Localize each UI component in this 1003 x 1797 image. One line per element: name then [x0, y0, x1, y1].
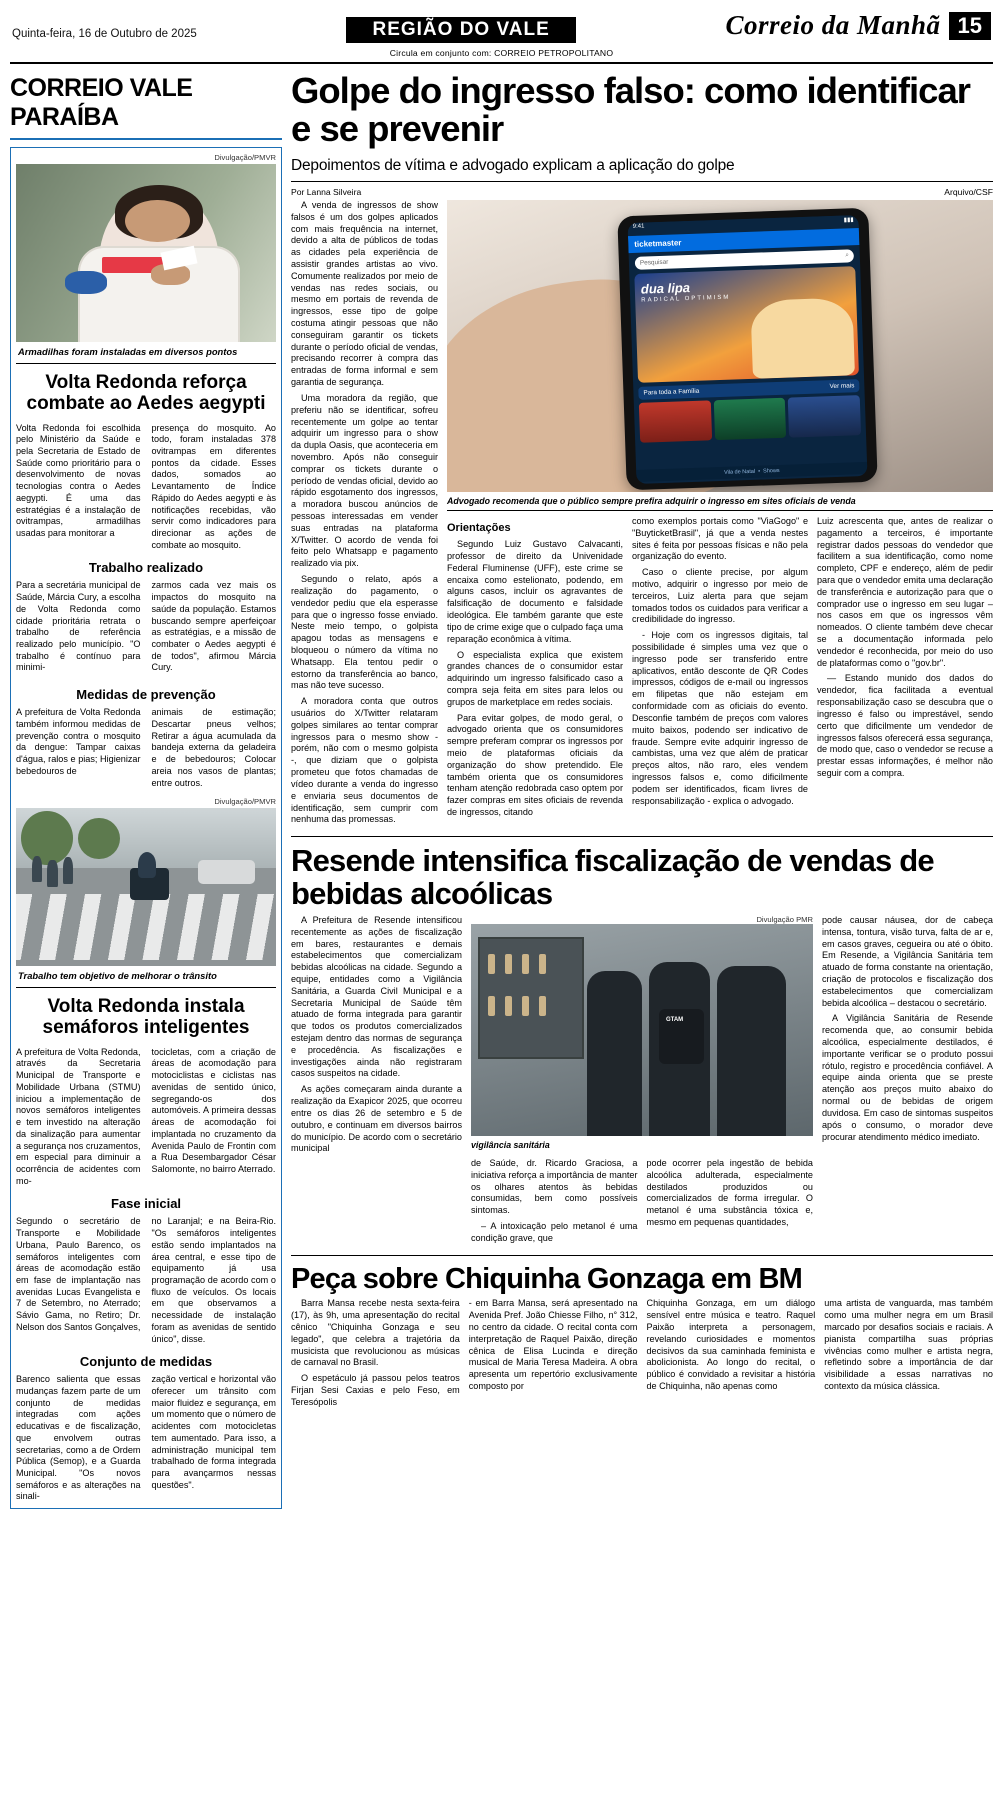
story-semaforos-title: Volta Redonda instala semáforos inteligentes [42, 996, 250, 1039]
photo1-caption: Armadilhas foram instaladas em diversos pontos [16, 342, 276, 364]
paragraph: O espetáculo já passou pelos teatros Firjan Sesi Caxias e pelo Feso, em Teresópolis [291, 1373, 460, 1407]
left-column [10, 70, 282, 1509]
subhead-conjunto-medidas: Conjunto de medidas [79, 1354, 213, 1370]
paragraph: como exemplos portais como "ViaGogo" e "BuyticketBrasil", já que a venda nestes sites é feita por pessoas físicas e não pela organização do evento. [632, 515, 808, 562]
chiquinha-col-1 [291, 1298, 460, 1412]
paragraph: A prefeitura de Volta Redonda, através da Secretaria Municipal de Transporte e Mobilidade Urbana (STMU) iniciou a implementação de novos semáforos inteligentes e tem investido na alteração da sinalização para aumentar a segurança nos cruzamentos, em especial para diminuir a ocorrência de acidentes com mo- [16, 1046, 141, 1186]
paragraph: de Saúde, dr. Ricardo Graciosa, a iniciativa reforça a importância de manter os olhares atentos às bebidas consumidas, bem como possíveis sintomas. [471, 1157, 638, 1216]
photo-sanitary-inspection: GTAM [471, 924, 813, 1136]
vale-box [10, 147, 282, 1509]
paragraph: Segundo o secretário de Transporte e Mobilidade Urbana, Paulo Barenco, os semáforos inteligentes com áreas de acomodação estão em fase de implantação nas avenidas Lucas Evangelista e 7 de Setembro, no Aterrado; Sávio Gama, no Retiro; Dr. Nelson dos Santos Gonçalves, [16, 1216, 141, 1332]
main-photo-credit: Arquivo/CSF [944, 186, 993, 197]
resende-col-1 [291, 915, 462, 1249]
resende-grid [291, 915, 993, 1249]
paragraph: Uma moradora da região, que preferiu não se identificar, sofreu recentemente um golpe ao tentar adquirir um ingresso para o show da dupla Oasis, que aconteceria em novembro. Após não conseguir comprar os tickets durante o período de vendas oficial, devido ao rápido esgotamento dos ingressos, a moradora buscou anúncios de pessoas interessadas em vender suas entradas na plataforma X/Twitter. O acordo de venda foi feito pelo Whatsapp e pagamento realizado via pix. [291, 392, 438, 569]
main-photo-caption: Advogado recomenda que o público sempre prefira adquirir o ingresso em sites oficiais de venda [447, 492, 993, 511]
story-aedes-body [16, 423, 276, 552]
chiquinha-col-3 [647, 1298, 816, 1412]
masthead-right [725, 10, 991, 43]
chiquinha-col-2 [469, 1298, 638, 1412]
resende-headline: Resende intensifica fiscalização de vendas de bebidas alcoólicas [291, 843, 934, 912]
paragraph: O especialista explica que existem grandes chances de o consumidor estar adquirindo um ingresso falsificado caso a compra seja feita em sites para lelos ou grupos de marketplace em redes sociais. [447, 649, 623, 707]
byline: Por Lanna Silveira [291, 186, 362, 197]
right-column [291, 70, 993, 1509]
paragraph: - em Barra Mansa, será apresentado na Avenida Pref. João Chiesse Filho, n° 312, no centro da cidade. O recital conta com interpretação de Raquel Paixão, direção cênica de Elisa Lucinda e direção musical de Maria Teresa Madeira. A obra apresenta um repertório exclusivamente composto por [468, 1298, 638, 1391]
main-col-2 [447, 516, 623, 823]
byline-row [291, 187, 993, 197]
photo-street-traffic [16, 808, 276, 966]
photo2-credit: Divulgação/PMVR [214, 797, 276, 807]
page-body [0, 64, 1003, 1519]
main-col-3 [632, 516, 808, 823]
subhead-fase-inicial: Fase inicial [110, 1196, 182, 1212]
photo2-caption: Trabalho tem objetivo de melhorar o trânsito [16, 966, 276, 988]
subhead-medidas-prevencao: Medidas de prevenção [76, 687, 216, 703]
paragraph: Segundo o relato, após a realização do pagamento, o vendedor pediu que ela esperasse para que o ingresso fosse enviado. Neste meio tempo, o golpista apagou todas as mensagens e bloqueou o número da vítima no Whatsapp. Ela tentou pedir o estorno da transferência ao banco, mas não teve sucesso. [291, 574, 438, 691]
paragraph: Chiquinha Gonzaga, em um diálogo sensível entre música e teatro. Raquel Paixão interpreta a personagem, revelando curiosidades e momentos decisivos da sua caminhada feminista e abolicionista. Ao longo do recital, o público é convidado a revisitar a história de Chiquinha, não apenas como [646, 1298, 816, 1391]
page-number: 15 [949, 12, 991, 40]
story-aedes-title: Volta Redonda reforça combate ao Aedes aegypti [26, 372, 266, 415]
resende-photo-block [471, 915, 813, 1249]
paragraph: A Vigilância Sanitária de Resende recomenda que, ao consumir bebida alcoólica, especialmente destilados, é importante verificar se o produto possui rótulo, registro e procedência confiável. A equipe ainda orienta que se preste atenção aos preços muito abaixo do normal ou de bebidas de origem duvidosa. Em caso de sintomas suspeitos após o consumo, o morador deve procurar atendimento médico imediato. [822, 1013, 993, 1142]
main-col-1 [291, 200, 438, 830]
photo1-credit: Divulgação/PMVR [214, 153, 276, 162]
story-semaforos-body [16, 1047, 276, 1188]
main-col-4 [817, 516, 993, 823]
main-photo-block [447, 200, 993, 830]
chiquinha-col-4 [824, 1298, 993, 1412]
paragraph: A venda de ingressos de show falsos é um dos golpes aplicados com mais frequência na internet, devido a alta de públicos de todas as cidades pela experiência de assistir grandes artistas ao vivo. Comumente realizados por meio de vendas nas redes sociais, ou mesmo em portais de revenda de ingressos, esse tipo de golpe costuma atingir pessoas que não conseguiram garantir os tickets durante o período oficial de vendas, precisando recorrer à compra das entradas de forma informal e sem garantia de segurança. [291, 199, 438, 388]
paragraph: presença do mosquito. Ao todo, foram instaladas 378 ovitrampas em diferentes pontos da cidade. Esses dados, somados ao Levantamento de Índice Rápido do Aedes aegypti e às notificações recebidas, vão servir como indicadores para direcionar as ações de combate ao mosquito. [151, 422, 276, 550]
photo-health-agent [16, 164, 276, 342]
chiquinha-headline: Peça sobre Chiquinha Gonzaga em BM [291, 1262, 803, 1295]
paragraph: zação vertical e horizontal vão oferecer um trânsito com maior fluidez e segurança, em um momento que o número de acidentes com motocicletas tem aumentado. Para isso, a administração municipal tem trabalhado de forma integrada para avançarmos nessas questões". [151, 1374, 276, 1490]
paragraph: Volta Redonda foi escolhida pelo Ministério da Saúde e pela Secretaria de Estado de Saúde como prioritário para o desenvolvimento de novas tecnologias contra o Aedes aegypti. É uma das estratégias é a instalação de ovitrampas, armadilhas usadas para monitorar a [16, 422, 141, 538]
paragraph: Luiz acrescenta que, antes de realizar o pagamento a terceiros, é importante registrar dados pessoas do vendedor que facilitem a sua identificação, como nome completo, CPF e endereço, além de pedir para que o vendedor emita uma declaração de transferência e autorização para que o comprador use o ingresso em seu lugar – nos casos em que os ingressos vêm nomeados. O cliente também deve checar se a documentação informada pelo vendedor é reconhecida, por meio do uso de plataformas como o "gov.br". [817, 515, 993, 668]
subhead-orientacoes: Orientações [447, 521, 511, 534]
paragraph: Para evitar golpes, de modo geral, o advogado orienta que os consumidores sempre preferam comprar os ingressos por meio de plataformas oficiais da organização do show pretendido. Ele também orienta que os consumidores tenham atenção redobrada caso optem por fazer compras em sites oficiais de revenda de ingressos, citando [447, 712, 623, 818]
main-headline: Golpe do ingresso falso: como identificar e se prevenir [291, 70, 970, 149]
story-aedes-sub1-body [16, 580, 276, 678]
paragraph: uma artista de vanguarda, mas também como uma mulher negra em um Brasil marcado por desafios sociais e raciais. A pianista compartilha suas próprias vivências como mulher e artista negra, refletindo sobre a importância de dar visibilidade a essas narrativas no contexto da música clássica. [824, 1298, 993, 1391]
chiquinha-grid [291, 1298, 993, 1412]
photo-ticketmaster-phone: 9:41 ▮▮▮ ticketmaster Pesquisar ⌕ dua lipa RADICAL OPTIMISM Para toda a Família Ver mais Vila de Natal • Shows [447, 200, 993, 492]
publication-date: Quinta-feira, 16 de Outubro de 2025 [12, 28, 197, 40]
masthead-center [197, 17, 726, 43]
resende-photo-credit: Divulgação PMR [756, 914, 813, 924]
main-lower-columns [447, 516, 993, 823]
paragraph: no Laranjal; e na Beira-Rio. "Os semáforos inteligentes estão sendo implantados na área central, e esse tipo de equipamento já usa programação de acordo com o fluxo de veículos. Os locais em que observamos a necessidade de instalação foram as avenidas de sentido único", disse. [151, 1216, 276, 1344]
newspaper-title: Correio da Manhã [725, 10, 941, 40]
paragraph: tocicletas, com a criação de áreas de acomodação para motociclistas e ciclistas nas avenidas de sentido único, segregando-os dos automóveis. A primeira dessas áreas de acomodação foi implantada no cruzamento da Avenida Paulo de Frontin com a Rua Desembargador César Salomonte, no bairro Aterrado. [151, 1046, 276, 1174]
paragraph: Segundo Luiz Gustavo Calvacanti, professor de direito da Univenidade Federal Fluminense (UFF), este crime se encaixa como estelionato, podendo, em alguns casos, incluir os agravantes de falsificação de documento e falsidade ideológica. Ele também garante que este tipo de crime exige que o culpado faça uma reparação econômica à vítima. [447, 539, 623, 644]
vale-section-title: CORREIO VALE PARAÍBA [10, 74, 193, 131]
masthead [0, 0, 1003, 45]
paragraph: animais de estimação; Descartar pneus velhos; Retirar a água acumulada da bandeja externa da geladeira e de bebedouros; Colocar areia nos vasos de plantas; entre outros. [151, 707, 276, 788]
paragraph: Para a secretária municipal de Saúde, Márcia Cury, a escolha de Volta Redonda como cidade prioritária retrata o trabalho de referência realizado pelo município. "O trabalho é contínuo para minimi- [16, 580, 141, 673]
paragraph: Barra Mansa recebe nesta sexta-feira (17), às 9h, uma apresentação do recital cênico "Chiquinha Gonzaga e seu legado", que celebra a trajetória da musicista que revolucionou as músicas de carnaval no Brasil. [291, 1298, 460, 1368]
paragraph: pode causar náusea, dor de cabeça intensa, tontura, visão turva, falta de ar e, em casos graves, cegueira ou até o óbito. Em Resende, a Vigilância Sanitária tem atuado de forma constante na orientação, criação de protocolos e fiscalização dos estabelecimentos que comercializam bebida alcoólica – destacou o secretário. [822, 914, 993, 1008]
paragraph: A moradora conta que outros usuários do X/Twitter relataram golpes similares ao tentar comprar ingressos para o mesmo show - porém, não com o mesmo golpista -, que diziam que o golpista prometeu que fotos chamadas de vídeo durante a venda do ingresso e enviaria seus documentos de identificação, sem cumprir com nenhuma das promessas. [291, 696, 438, 825]
headline-rule [291, 181, 993, 182]
resende-col-2 [471, 1158, 638, 1249]
paragraph: pode ocorrer pela ingestão de bebida alcoólica adulterada, especialmente destilados produzidos ou comercializados de forma irregular. O metanol é uma substância tóxica e, mesmo em pequenas quantidades, [646, 1157, 813, 1227]
section-rule-chiquinha [291, 1255, 993, 1256]
paragraph: - Hoje com os ingressos digitais, tal possibilidade é simples uma vez que o ingresso pode ser transferido entre aplicativos, então desconte de QR Codes impressos, códigos de e-mail ou ingressos em filipetas que não estejam em conformidade com as oficiais do evento. Desconfie também de preços com valores muito baixos, podendo ser indicativo de fraude. Sempre evite adquirir ingresso de cambistas, uma vez que além de praticar preços altos, não raro, eles vendem ingressos falsos e, como dificilmente podem ser identificados, ficam livres de responsabilização - explica o advogado. [632, 630, 808, 806]
masthead-subline: Circula em conjunto com: CORREIO PETROPOLITANO [389, 48, 614, 58]
resende-col-4 [822, 915, 993, 1249]
paragraph: A Prefeitura de Resende intensificou recentemente as ações de fiscalização em bares, restaurantes e demais estabelecimentos que comercializam bebidas alcoólicas na cidade. Segundo a equipe, entidades como a Vigilância Sanitária, a Guarda Civil Municipal e a Secretaria Municipal de Saúde têm atuado de forma integrada para garantir que todos os produtos comercializados estejam dentro das normas de segurança e procedência. As fiscalizações e investigações ainda não registraram casos suspeitos na cidade. [291, 914, 462, 1079]
story-semaforos-sub2-body [16, 1374, 276, 1503]
paragraph: – A intoxicação pelo metanol é uma condição grave, que [471, 1220, 638, 1243]
paragraph: As ações começaram ainda durante a realização da Exapicor 2025, que ocorreu entre os dias 26 de setembro e 5 de outubro, e continuam em diversos bairros do município. De acordo com o secretário municipal [291, 1084, 462, 1154]
paragraph: — Estando munido dos dados do vendedor, fica facilitada a eventual responsabilização caso se descubra que o ingresso é falso ou imprestável, sendo certo que dificilmente um vendedor de ingressos falsos oferecerá essa segurança, de modo que, caso o vendedor se recuse a prestar essas informações, é melhor não seguir com a compra. [817, 673, 993, 778]
section-banner: REGIÃO DO VALE [346, 17, 575, 43]
resende-col-3 [647, 1158, 814, 1249]
main-article-grid [291, 200, 993, 830]
main-deck: Depoimentos de vítima e advogado explicam a aplicação do golpe [291, 156, 735, 174]
subhead-trabalho-realizado: Trabalho realizado [88, 560, 204, 576]
paragraph: Barenco salienta que essas mudanças fazem parte de um conjunto de medidas integradas com ações educativas e de fiscalização, que envolvem outras secretarias, como a de Ordem Pública (Semop), e a Guarda Municipal. "Os novos semáforos e as alterações na sinali- [16, 1374, 141, 1502]
vale-rule [10, 138, 282, 140]
section-rule-resende [291, 836, 993, 837]
story-aedes-sub2-body [16, 707, 276, 789]
paragraph: zarmos cada vez mais os impactos do mosquito na saúde da população. Estamos buscando sempre aperfeiçoar as estratégias, e a missão de combater o Aedes aegypti é de todos", afirmou Márcia Cury. [151, 580, 276, 673]
paragraph: A prefeitura de Volta Redonda também informou medidas de prevenção contra o mosquito da dengue: Tampar caixas d'água, ralos e pias; Higienizar bebedouros de [16, 707, 141, 776]
resende-photo-caption: vigilância sanitária [471, 1139, 550, 1150]
resende-lower-columns [471, 1158, 813, 1249]
story-semaforos-sub1-body [16, 1216, 276, 1345]
paragraph: Caso o cliente precise, por algum motivo, adquirir o ingresso por meio de terceiros, Luiz alerta para que sejam tomados todos os cuidados para verificar a credibilidade do ingresso. [632, 567, 808, 625]
